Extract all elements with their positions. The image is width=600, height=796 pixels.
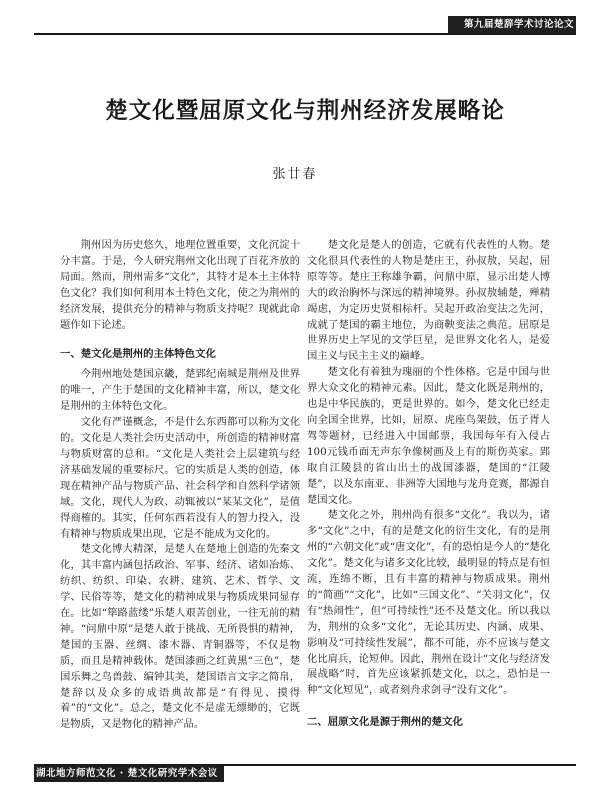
body-paragraph: 楚文化之外，荆州尚有很多“文化”。我以为，诸多“文化”之中，有的是楚文化的衍生文化，有的是荆州的“六朝文化”或“唐文化”，有的恐怕是今人的“楚化文化”。楚文化与诸多文化比较，最明显的特点是有恒流，连绵不断，且有丰富的精神与物质成果。荆州的“简画”“文化”，比如“三国文化”、“关羽文化”，仅有“热闹性”，但“可持续性”还不及楚文化。所以我以为，荆州的众多“文化”，无论其历史、内涵、成果、影响及“可持续性发展”，都不可能，亦不应该与楚文化比肩兵，论短伸。因此，荆州在设计“文化与经济发展战略”时，首先应该紧抓楚文化，以之，恐怕是一种“文化短见”，或者刻舟求剑寻“没有文化”。 xyxy=(307,509,550,697)
body-paragraph: 荆州因为历史悠久，地理位置重要，文化沉淀十分丰富。于是，今人研究荆州文化出现了百花齐放的局面。然而，荆州需多“文化”，其特才是本土主体特色文化？我们如何利用本土特色文化，使之为荆州的经济发展，提供充分的精神与物质支持呢？现就此命题作如下论述。 xyxy=(60,239,300,331)
article-author: 张廿春 xyxy=(272,167,318,182)
right-column xyxy=(307,238,550,735)
body-paragraph: 楚文化有着独为瑰丽的个性体格。它是中国与世界大众文化的精神元素。因此，楚文化既是荆州的，也是中华民族的，更是世界的。如今，楚文化已经走向全国全世界，比如，屈原、虎座鸟架鼓，伍子胥人驾等题材，已经进入中国邮票，我国每年有入侵占100元钱币面无声东争像树画及上有的斯伤英家。郢取自江陵县的省山出土的战国漆器，楚国的“江陵楚”，以及东南亚、非洲等大国地与龙舟竞赛，都源自楚国文化。 xyxy=(307,366,550,506)
section-heading: 二、屈原文化是源于荆州的楚文化 xyxy=(307,716,463,729)
body-paragraph: 今荆州地处楚国京畿，楚郢纪南城是荆州及世界的唯一，产生于楚国的文化精神丰富，所以，楚文化是荆州的主体特色文化。 xyxy=(60,368,300,413)
article-title: 楚文化暨屈原文化与荆州经济发展略论 xyxy=(105,98,505,124)
running-head: 第九届楚辞学术讨论论文 xyxy=(463,19,574,30)
body-paragraph: 文化有严谨概念，不是什么东西都可以称为文化的。文化是人类社会历史活动中，所创造的精神财富与物质财富的总和。“文化是人类社会上层建筑与经济基础发展的重要标尺。它的实质是人类的创造，体现在精神产品与物质产品、社会科学和自然科学诸领域。文化，现代人为政、动辄被以“某某文化”，是值得商榷的。其实，任何东西若没有人的智力投入，没有精神与物质成果出现，它是不能成为文化的。 xyxy=(60,416,300,540)
body-paragraph: 楚文化博大精深，是楚人在楚地上创造的先秦文化，其丰富内涵包括政治、军事、经济、诸如冶炼、纺织、纺织、印染、农耕、建筑、艺术、哲学、文学、民俗等等，楚文化的精神成果与物质成果同显存在。比如“筚路蓝缕”乐楚人艰苦创业，一往无前的精神。“问鼎中原”是楚人敢于挑战、无所畏惧的精神，楚国的玉器、丝绸、漆木器、青铜器等，不仅是物质，而且是精神载体。楚国漆画之红黄黑“三色”，楚国乐舞之鸟兽鼓、编钟其美，楚国语言文字之简帛，楚辞以及众多的成语典故都是“有得见、摸得着”的“文化”。总之，楚文化不是虚无缥缈的，它既是物质，又是物化的精神产品。 xyxy=(60,543,300,731)
body-paragraph: 楚文化是楚人的创造，它就有代表性的人物。楚文化很具代表性的人物是楚庄王，孙叔敖，吴起，屈原等等。楚庄王称雄争霸，问鼎中原，显示出楚人博大的政治胸怀与深远的精神境界。孙叔敖辅楚，殚精竭虑，为定历史贤相标杆。吴起开政治变法之先河，成就了楚国的霸主地位，为商鞅变法之典范。屈原是世界历史上罕见的文学巨星，是世界文化名人，是爱国主义与民主主义的巅峰。 xyxy=(307,239,550,363)
header-rule xyxy=(34,33,576,35)
section-heading: 一、楚文化是荆州的主体特色文化 xyxy=(60,348,216,361)
footer-text: 湖北地方师范文化 · 楚文化研究学术会议 xyxy=(36,768,218,779)
left-column xyxy=(60,238,300,733)
